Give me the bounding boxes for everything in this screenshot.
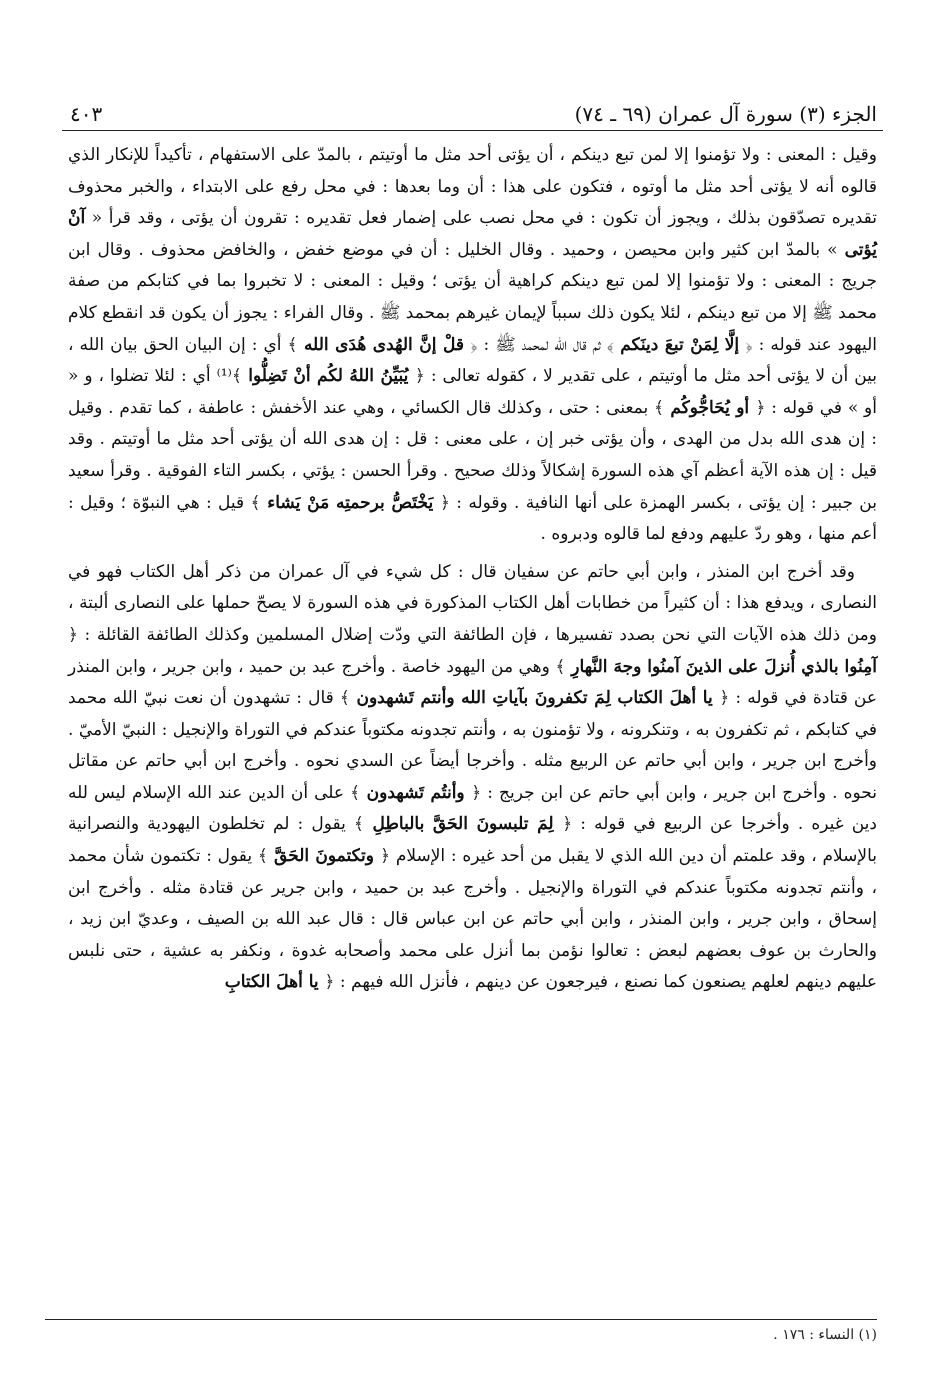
ornate-bracket: ﴿	[719, 688, 730, 709]
quran-quote: وتكتمونَ الحَقَّ	[267, 846, 381, 867]
ornate-bracket: ﴾	[353, 814, 364, 835]
text-run: ⁽¹⁾ أي : لئلا تضلوا ، و « أو » في قوله :	[68, 366, 877, 418]
ornate-bracket: ﴿	[745, 334, 753, 355]
quran-quote: إلَّا لِمَنْ تبعَ دينَكم	[613, 334, 746, 355]
quran-quote: يُبَيِّنُ اللهُ لكُم أنْ تَضِلُّوا	[241, 366, 415, 387]
ornate-bracket: ﴿	[470, 334, 478, 355]
quran-quote: يَخْتَصُّ برحمتِه مَنْ يَشاء	[260, 492, 441, 513]
ornate-bracket: ﴾	[339, 688, 350, 709]
quran-quote: لِمَ تلبسونَ الحَقَّ بالباطِلِ	[363, 814, 563, 835]
text-run: وقد أخرج ابن المنذر ، وابن أبي حاتم عن سفيان قال : كل شيء في آل عمران من ذكر أهل الكتاب فهو في النصارى ، ويدفع هذا : أن كثيراً من خطابات أهل الكتاب المذكورة في هذه السورة لا يصحّ حملها على النصارى ألبتة ، ومن ذلك هذه الآيات التي نحن بصدد تفسيرها ، فإن الطائفة التي ودّت إضلال المسلمين وكذلك الطائفة القائلة :	[68, 561, 877, 645]
footnote: (١) النساء : ١٧٦ .	[773, 1327, 877, 1343]
text-run: يقول : لم تخلطون اليهودية والنصرانية بالإسلام ، وقد علمتم أن دين الله الذي لا يقبل من أحد غيره : الإسلام	[68, 814, 877, 867]
quran-quote: يا أهلَ الكتاب لِمَ تكفرونَ بآياتِ الله وأنتم تَشهدون	[349, 688, 720, 709]
ornate-bracket: ﴾	[257, 846, 268, 867]
text-run: قال : تشهدون أن نعت نبيّ الله محمد في كتابكم ، ثم تكفرون به ، وتنكرونه ، ولا تؤمنون به ، وأنتم تجدونه مكتوباً عندكم في التوراة والإنجيل : النبيّ الأميّ . وأخرج ابن جرير ، وابن أبي حاتم عن الربيع مثله . وأخرجا أيضاً عن السدي نحوه . وأخرج ابن أبي حاتم عن مقاتل نحوه . وأخرج ابن جرير ، وابن أبي حاتم عن ابن جريج :	[68, 688, 877, 803]
text-run: يقول : تكتمون شأن محمد ، وأنتم تجدونه مكتوباً عندكم في التوراة والإنجيل . وأخرج عبد بن حميد ، وابن جرير عن قتادة مثله . وأخرج ابن إسحاق ، وابن جرير ، وابن المنذر ، وابن أبي حاتم عن ابن عباس قال : قال عبد الله بن الصيف ، وعديّ ابن زيد ، والحارث بن عوف بعضهم لبعض : تعالوا نؤمن بما أنزل على محمد وأصحابه غدوة ، ونكفر به عشية ، حتى نلبس عليهم دينهم لعلهم يصنعون كما نصنع ، فيرجعون عن دينهم ، فأنزل الله فيهم :	[68, 846, 877, 993]
text-run: ثم قال الله لمحمد ﷺ :	[477, 334, 607, 355]
quran-quote: آمِنُوا بالذي أُنزلَ على الذينَ آمنُوا وجهَ النَّهارِ	[565, 656, 878, 677]
ornate-bracket: ﴿	[68, 624, 78, 645]
text-run: بمعنى : حتى ، وكذلك قال الكسائي ، وهي عند الأخفش : عاطفة ، كما تقدم . وقيل : إن هدى الله بدل من الهدى ، وأن يؤتى خبر إن ، على معنى : قل : إن هدى الله أن يؤتى أحد مثل ما أوتيتم . وقد قيل : إن هذه الآية أعظم آي هذه السورة إشكالاً وذلك صحيح . وقرأ الحسن : يؤتي ، بكسر التاء الفوقية . وقرأ سعيد بن جبير : إن يؤتى ، بكسر الهمزة على أنها النافية . وقوله :	[68, 397, 877, 513]
quran-quote: آنْ يُؤتى	[68, 208, 877, 260]
quran-quote: قلْ إنَّ الهُدى هُدَى الله	[297, 334, 471, 355]
ornate-bracket: ﴿	[471, 782, 482, 803]
text-run: أي : إن البيان الحق بيان الله ، بين أن لا يؤتى أحد مثل ما أوتيتم ، على تقدير لا ، كقوله تعالى :	[68, 334, 877, 387]
ornate-bracket: ﴾	[250, 492, 261, 513]
text-run: وهي من اليهود خاصة . وأخرج عبد بن حميد ، وابن جرير ، وابن المنذر عن قتادة في قوله :	[68, 656, 878, 709]
quran-quote: أو يُحَاجُّوكُم	[664, 397, 756, 418]
text-run: قيل : هي النبوّة ؛ وقيل : أعم منها ، وهو ردّ عليهم ودفع لما قالوه ودبروه .	[68, 492, 877, 545]
text-run: وقيل : المعنى : ولا تؤمنوا إلا لمن تبع دينكم ، أن يؤتى أحد مثل ما أوتيتم ، بالمدّ على الاستفهام ، تأكيداً للإنكار الذي قالوه أنه لا يؤتى أحد مثل ما أوتوه ، فتكون على هذا : أن وما بعدها : في محل رفع على الابتداء ، والخبر محذوف تقديره تصدّقون بذلك ، ويجوز أن تكون : في محل نصب على إضمار فعل تقديره : تقرون أن يؤتى ، وقد قرأ «	[68, 145, 877, 229]
ornate-bracket: ﴾	[555, 656, 566, 677]
ornate-bracket: ﴾	[606, 334, 614, 355]
ornate-bracket: ﴿	[562, 814, 573, 835]
header-title: الجزء (٣) سورة آل عمران (٦٩ ـ ٧٤)	[574, 102, 877, 126]
ornate-bracket: ﴾	[287, 334, 298, 355]
ornate-bracket: ﴾	[654, 397, 664, 418]
quran-quote: وأنتُم تَشهدون	[360, 782, 472, 803]
ornate-bracket: ﴿	[380, 846, 391, 867]
ornate-bracket: ﴿	[440, 492, 450, 513]
header-rule	[62, 130, 883, 131]
ornate-bracket: ﴿	[324, 972, 335, 993]
ornate-bracket: ﴿	[755, 397, 766, 418]
body-text	[68, 140, 877, 999]
ornate-bracket: ﴿	[414, 366, 425, 387]
text-run: » بالمدّ ابن كثير وابن محيصن ، وحميد . وقال الخليل : أن في موضع خفض ، والخافض محذوف . وقال ابن جريج : المعنى : ولا تؤمنوا إلا لمن تبع دينكم كراهية أن يؤتى ؛ وقيل : المعنى : لا تخبروا بما في كتابكم من صفة محمد ﷺ إلا من تبع دينكم ، لئلا يكون ذلك سبباً لإيمان غيرهم بمحمد ﷺ . وقال الفراء : يجوز أن يكون قد انقطع كلام اليهود عند قوله :	[68, 239, 877, 355]
quran-quote: يا أهلَ الكتابِ	[224, 972, 325, 993]
running-header	[70, 86, 877, 126]
ornate-bracket: ﴾	[350, 782, 361, 803]
paragraph	[68, 557, 877, 999]
page-number: ٤٠٣	[70, 102, 103, 126]
text-run: على أن الدين عند الله الإسلام ليس لله دين غيره . وأخرجا عن الربيع في قوله :	[68, 782, 877, 835]
paragraph	[68, 140, 877, 551]
ornate-bracket: ﴾	[231, 366, 242, 387]
footnote-rule	[45, 1319, 877, 1320]
